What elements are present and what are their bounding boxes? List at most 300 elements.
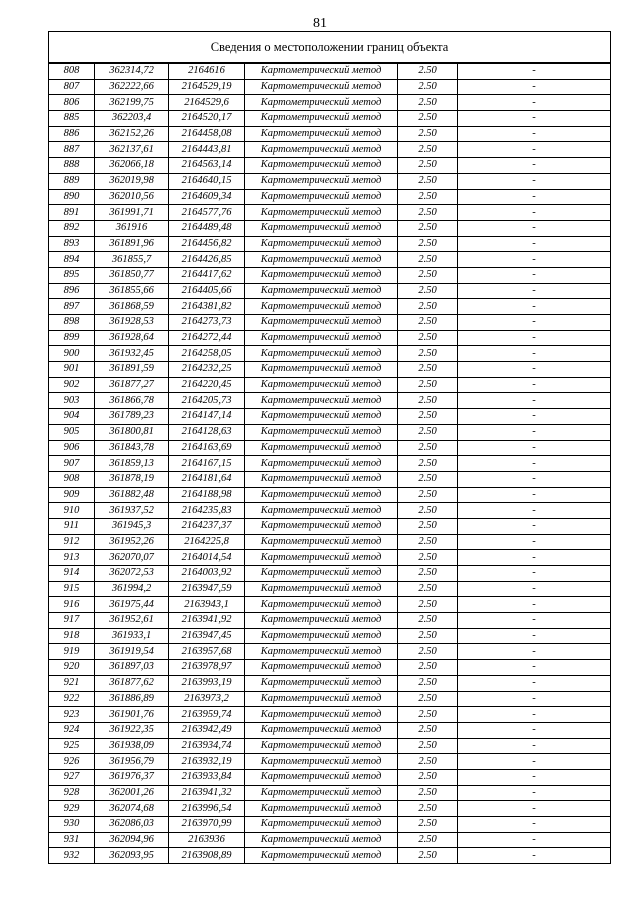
point-number-cell: 925 [49,738,95,754]
description-cell: - [458,566,611,582]
description-cell: - [458,440,611,456]
coord-y-cell: 2164273,73 [169,315,245,331]
coord-x-cell: 361897,03 [95,660,169,676]
description-cell: - [458,754,611,770]
coord-y-cell: 2164529,19 [169,79,245,95]
table-row [49,518,611,534]
description-cell: - [458,126,611,142]
coord-y-cell: 2163973,2 [169,691,245,707]
method-cell: Картометрический метод [245,722,398,738]
description-cell: - [458,346,611,362]
accuracy-cell: 2.50 [398,817,458,833]
coord-x-cell: 361855,7 [95,252,169,268]
coord-y-cell: 2164188,98 [169,487,245,503]
method-cell: Картометрический метод [245,267,398,283]
description-cell: - [458,409,611,425]
point-number-cell: 910 [49,503,95,519]
coord-x-cell: 362074,68 [95,801,169,817]
description-cell: - [458,252,611,268]
coord-y-cell: 2164258,05 [169,346,245,362]
table-title-row [49,32,611,64]
coord-y-cell: 2163932,19 [169,754,245,770]
coord-y-cell: 2163943,1 [169,597,245,613]
coord-x-cell: 361933,1 [95,628,169,644]
table-row [49,362,611,378]
description-cell: - [458,79,611,95]
method-cell: Картометрический метод [245,471,398,487]
point-number-cell: 907 [49,456,95,472]
coord-y-cell: 2164147,14 [169,409,245,425]
coord-x-cell: 361866,78 [95,393,169,409]
method-cell: Картометрический метод [245,330,398,346]
coord-y-cell: 2164577,76 [169,205,245,221]
method-cell: Картометрический метод [245,738,398,754]
coord-x-cell: 362072,53 [95,566,169,582]
coord-x-cell: 362086,03 [95,817,169,833]
coord-y-cell: 2163947,59 [169,581,245,597]
description-cell: - [458,503,611,519]
coord-y-cell: 2164381,82 [169,299,245,315]
table-row [49,142,611,158]
point-number-cell: 928 [49,785,95,801]
table-row [49,817,611,833]
point-number-cell: 889 [49,173,95,189]
table-row [49,503,611,519]
table-row [49,597,611,613]
description-cell: - [458,613,611,629]
method-cell: Картометрический метод [245,189,398,205]
accuracy-cell: 2.50 [398,440,458,456]
table-row [49,644,611,660]
point-number-cell: 885 [49,111,95,127]
coord-x-cell: 361991,71 [95,205,169,221]
coord-x-cell: 361994,2 [95,581,169,597]
method-cell: Картометрический метод [245,283,398,299]
accuracy-cell: 2.50 [398,691,458,707]
point-number-cell: 886 [49,126,95,142]
coord-x-cell: 361952,61 [95,613,169,629]
method-cell: Картометрический метод [245,566,398,582]
table-row [49,581,611,597]
method-cell: Картометрический метод [245,801,398,817]
point-number-cell: 892 [49,220,95,236]
coord-y-cell: 2164235,83 [169,503,245,519]
method-cell: Картометрический метод [245,409,398,425]
coord-x-cell: 361859,13 [95,456,169,472]
accuracy-cell: 2.50 [398,597,458,613]
point-number-cell: 904 [49,409,95,425]
coord-x-cell: 361901,76 [95,707,169,723]
point-number-cell: 901 [49,362,95,378]
accuracy-cell: 2.50 [398,142,458,158]
accuracy-cell: 2.50 [398,126,458,142]
table-row [49,471,611,487]
description-cell: - [458,471,611,487]
method-cell: Картометрический метод [245,299,398,315]
accuracy-cell: 2.50 [398,613,458,629]
coord-x-cell: 362094,96 [95,832,169,848]
method-cell: Картометрический метод [245,660,398,676]
coord-x-cell: 361868,59 [95,299,169,315]
table-row [49,424,611,440]
description-cell: - [458,785,611,801]
table-row [49,252,611,268]
coord-y-cell: 2163947,45 [169,628,245,644]
accuracy-cell: 2.50 [398,79,458,95]
point-number-cell: 920 [49,660,95,676]
method-cell: Картометрический метод [245,754,398,770]
method-cell: Картометрический метод [245,487,398,503]
method-cell: Картометрический метод [245,597,398,613]
point-number-cell: 929 [49,801,95,817]
coord-y-cell: 2164220,45 [169,377,245,393]
point-number-cell: 908 [49,471,95,487]
method-cell: Картометрический метод [245,111,398,127]
accuracy-cell: 2.50 [398,393,458,409]
table-row [49,267,611,283]
table-row [49,832,611,848]
description-cell: - [458,142,611,158]
accuracy-cell: 2.50 [398,330,458,346]
table-row [49,456,611,472]
coord-y-cell: 2164163,69 [169,440,245,456]
accuracy-cell: 2.50 [398,503,458,519]
method-cell: Картометрический метод [245,817,398,833]
table-row [49,79,611,95]
point-number-cell: 888 [49,158,95,174]
accuracy-cell: 2.50 [398,424,458,440]
description-cell: - [458,424,611,440]
description-cell: - [458,315,611,331]
coord-x-cell: 362010,56 [95,189,169,205]
point-number-cell: 894 [49,252,95,268]
coord-y-cell: 2164003,92 [169,566,245,582]
coord-x-cell: 361886,89 [95,691,169,707]
coord-y-cell: 2164563,14 [169,158,245,174]
accuracy-cell: 2.50 [398,362,458,378]
description-cell: - [458,205,611,221]
coord-x-cell: 361922,35 [95,722,169,738]
coord-x-cell: 362093,95 [95,848,169,864]
point-number-cell: 924 [49,722,95,738]
description-cell: - [458,644,611,660]
method-cell: Картометрический метод [245,173,398,189]
accuracy-cell: 2.50 [398,644,458,660]
point-number-cell: 931 [49,832,95,848]
coord-y-cell: 2164640,15 [169,173,245,189]
point-number-cell: 923 [49,707,95,723]
coord-x-cell: 361938,09 [95,738,169,754]
accuracy-cell: 2.50 [398,95,458,111]
description-cell: - [458,534,611,550]
point-number-cell: 915 [49,581,95,597]
accuracy-cell: 2.50 [398,801,458,817]
description-cell: - [458,377,611,393]
coord-x-cell: 362066,18 [95,158,169,174]
method-cell: Картометрический метод [245,785,398,801]
description-cell: - [458,691,611,707]
table-row [49,566,611,582]
point-number-cell: 902 [49,377,95,393]
method-cell: Картометрический метод [245,832,398,848]
method-cell: Картометрический метод [245,550,398,566]
description-cell: - [458,456,611,472]
accuracy-cell: 2.50 [398,283,458,299]
table-row [49,330,611,346]
accuracy-cell: 2.50 [398,675,458,691]
coord-y-cell: 2164616 [169,63,245,79]
coord-x-cell: 362152,26 [95,126,169,142]
method-cell: Картометрический метод [245,848,398,864]
accuracy-cell: 2.50 [398,409,458,425]
coord-x-cell: 362222,66 [95,79,169,95]
method-cell: Картометрический метод [245,142,398,158]
table-row [49,189,611,205]
description-cell: - [458,63,611,79]
accuracy-cell: 2.50 [398,252,458,268]
coord-x-cell: 361928,53 [95,315,169,331]
accuracy-cell: 2.50 [398,346,458,362]
coord-x-cell: 362199,75 [95,95,169,111]
method-cell: Картометрический метод [245,503,398,519]
description-cell: - [458,283,611,299]
table-row [49,440,611,456]
point-number-cell: 911 [49,518,95,534]
coord-y-cell: 2163934,74 [169,738,245,754]
coord-y-cell: 2164237,37 [169,518,245,534]
description-cell: - [458,597,611,613]
description-cell: - [458,675,611,691]
method-cell: Картометрический метод [245,95,398,111]
coord-x-cell: 361916 [95,220,169,236]
point-number-cell: 913 [49,550,95,566]
coord-y-cell: 2164489,48 [169,220,245,236]
coord-x-cell: 361843,78 [95,440,169,456]
accuracy-cell: 2.50 [398,205,458,221]
table-row [49,346,611,362]
table-row [49,550,611,566]
coord-y-cell: 2164128,63 [169,424,245,440]
coord-x-cell: 362070,07 [95,550,169,566]
table-row [49,675,611,691]
table-row [49,95,611,111]
table-row [49,377,611,393]
table-row [49,628,611,644]
method-cell: Картометрический метод [245,63,398,79]
boundary-table [48,31,611,864]
coord-y-cell: 2164405,66 [169,283,245,299]
method-cell: Картометрический метод [245,628,398,644]
point-number-cell: 896 [49,283,95,299]
method-cell: Картометрический метод [245,769,398,785]
method-cell: Картометрический метод [245,691,398,707]
point-number-cell: 905 [49,424,95,440]
method-cell: Картометрический метод [245,424,398,440]
description-cell: - [458,362,611,378]
description-cell: - [458,801,611,817]
accuracy-cell: 2.50 [398,660,458,676]
method-cell: Картометрический метод [245,315,398,331]
accuracy-cell: 2.50 [398,754,458,770]
coord-y-cell: 2163996,54 [169,801,245,817]
method-cell: Картометрический метод [245,79,398,95]
description-cell: - [458,660,611,676]
point-number-cell: 918 [49,628,95,644]
description-cell: - [458,220,611,236]
method-cell: Картометрический метод [245,346,398,362]
coord-x-cell: 361975,44 [95,597,169,613]
coord-y-cell: 2163936 [169,832,245,848]
description-cell: - [458,550,611,566]
accuracy-cell: 2.50 [398,111,458,127]
table-row [49,126,611,142]
table-row [49,487,611,503]
point-number-cell: 897 [49,299,95,315]
coord-y-cell: 2163942,49 [169,722,245,738]
accuracy-cell: 2.50 [398,63,458,79]
point-number-cell: 898 [49,315,95,331]
accuracy-cell: 2.50 [398,267,458,283]
coord-y-cell: 2163957,68 [169,644,245,660]
table-row [49,691,611,707]
coord-x-cell: 361937,52 [95,503,169,519]
description-cell: - [458,393,611,409]
method-cell: Картометрический метод [245,707,398,723]
accuracy-cell: 2.50 [398,299,458,315]
coord-x-cell: 361850,77 [95,267,169,283]
method-cell: Картометрический метод [245,236,398,252]
point-number-cell: 906 [49,440,95,456]
table-row [49,283,611,299]
point-number-cell: 912 [49,534,95,550]
point-number-cell: 921 [49,675,95,691]
coord-y-cell: 2163978,97 [169,660,245,676]
coord-x-cell: 361882,48 [95,487,169,503]
accuracy-cell: 2.50 [398,769,458,785]
point-number-cell: 808 [49,63,95,79]
point-number-cell: 917 [49,613,95,629]
boundary-table-body [49,32,611,864]
accuracy-cell: 2.50 [398,189,458,205]
coord-y-cell: 2164417,62 [169,267,245,283]
coord-y-cell: 2164443,81 [169,142,245,158]
method-cell: Картометрический метод [245,377,398,393]
table-row [49,111,611,127]
point-number-cell: 890 [49,189,95,205]
point-number-cell: 893 [49,236,95,252]
coord-y-cell: 2164014,54 [169,550,245,566]
method-cell: Картометрический метод [245,362,398,378]
accuracy-cell: 2.50 [398,566,458,582]
table-row [49,754,611,770]
method-cell: Картометрический метод [245,220,398,236]
description-cell: - [458,738,611,754]
coord-y-cell: 2164609,34 [169,189,245,205]
coord-y-cell: 2164426,85 [169,252,245,268]
table-row [49,63,611,79]
point-number-cell: 887 [49,142,95,158]
method-cell: Картометрический метод [245,440,398,456]
accuracy-cell: 2.50 [398,738,458,754]
method-cell: Картометрический метод [245,518,398,534]
description-cell: - [458,330,611,346]
method-cell: Картометрический метод [245,456,398,472]
accuracy-cell: 2.50 [398,471,458,487]
coord-x-cell: 361877,27 [95,377,169,393]
accuracy-cell: 2.50 [398,377,458,393]
coord-y-cell: 2164529,6 [169,95,245,111]
coord-x-cell: 361945,3 [95,518,169,534]
coord-x-cell: 361891,96 [95,236,169,252]
method-cell: Картометрический метод [245,126,398,142]
table-row [49,173,611,189]
point-number-cell: 932 [49,848,95,864]
coord-x-cell: 361789,23 [95,409,169,425]
point-number-cell: 926 [49,754,95,770]
method-cell: Картометрический метод [245,534,398,550]
table-row [49,801,611,817]
coord-y-cell: 2163959,74 [169,707,245,723]
coord-x-cell: 361928,64 [95,330,169,346]
accuracy-cell: 2.50 [398,158,458,174]
table-row [49,785,611,801]
description-cell: - [458,111,611,127]
method-cell: Картометрический метод [245,644,398,660]
accuracy-cell: 2.50 [398,534,458,550]
table-row [49,738,611,754]
table-row [49,707,611,723]
description-cell: - [458,158,611,174]
point-number-cell: 899 [49,330,95,346]
description-cell: - [458,95,611,111]
method-cell: Картометрический метод [245,393,398,409]
point-number-cell: 806 [49,95,95,111]
point-number-cell: 916 [49,597,95,613]
coord-y-cell: 2163941,92 [169,613,245,629]
table-row [49,409,611,425]
coord-y-cell: 2164232,25 [169,362,245,378]
table-row [49,613,611,629]
page-number: 81 [313,16,327,31]
description-cell: - [458,487,611,503]
coord-y-cell: 2164167,15 [169,456,245,472]
description-cell: - [458,769,611,785]
coord-x-cell: 362019,98 [95,173,169,189]
point-number-cell: 927 [49,769,95,785]
coord-x-cell: 362203,4 [95,111,169,127]
point-number-cell: 891 [49,205,95,221]
coord-y-cell: 2163993,19 [169,675,245,691]
coord-y-cell: 2164458,08 [169,126,245,142]
coord-x-cell: 361800,81 [95,424,169,440]
table-row [49,158,611,174]
coord-x-cell: 361976,37 [95,769,169,785]
method-cell: Картометрический метод [245,158,398,174]
coord-y-cell: 2164520,17 [169,111,245,127]
coord-x-cell: 361877,62 [95,675,169,691]
coord-y-cell: 2164205,73 [169,393,245,409]
description-cell: - [458,299,611,315]
table-row [49,393,611,409]
table-row [49,848,611,864]
point-number-cell: 930 [49,817,95,833]
point-number-cell: 919 [49,644,95,660]
point-number-cell: 903 [49,393,95,409]
method-cell: Картометрический метод [245,675,398,691]
description-cell: - [458,722,611,738]
accuracy-cell: 2.50 [398,707,458,723]
table-row [49,315,611,331]
